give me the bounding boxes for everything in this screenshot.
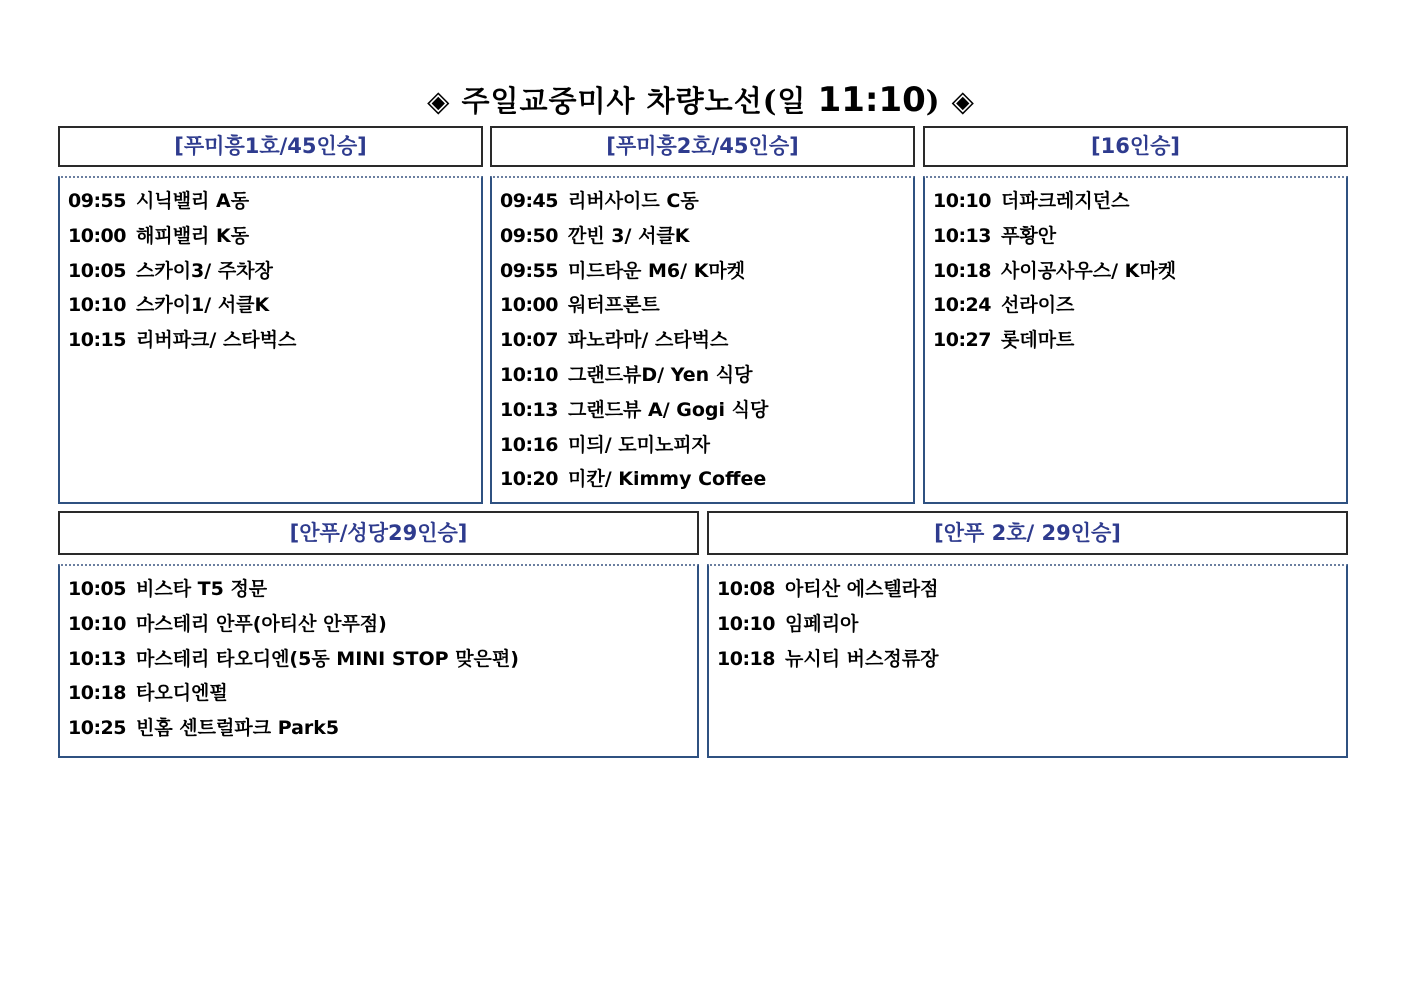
stop-time: 10:00: [500, 294, 558, 317]
route-stop: [500, 254, 913, 289]
stop-time: 10:27: [933, 329, 991, 352]
stop-place: 스카이3/ 주차장: [135, 259, 273, 282]
title-suffix: ) ◈: [925, 84, 975, 118]
stop-time: 10:24: [933, 294, 991, 317]
page-title: [0, 80, 1402, 120]
route-list-anphu-church: [58, 564, 699, 758]
stop-time: 10:13: [500, 398, 558, 421]
stop-place: 리버파크/ 스타벅스: [135, 329, 297, 352]
stop-place: 선라이즈: [1000, 294, 1075, 317]
route-stop: [68, 254, 481, 289]
route-stop: [933, 323, 1346, 358]
stop-time: 10:10: [717, 612, 775, 635]
route-stop: [717, 572, 1346, 607]
stop-place: 뉴시티 버스정류장: [784, 647, 939, 670]
stop-time: 10:07: [500, 329, 558, 352]
route-stop: [717, 607, 1346, 642]
route-stop: [68, 572, 697, 607]
section-header-label: [안푸/성당29인승]: [289, 521, 468, 545]
stop-time: 10:13: [68, 647, 126, 670]
stop-time: 10:00: [68, 224, 126, 247]
stop-place: 마스테리 안푸(아티산 안푸점): [135, 612, 387, 635]
stop-place: 스카이1/ 서클K: [135, 294, 270, 317]
route-stop: [500, 219, 913, 254]
route-stop: [500, 462, 913, 497]
section-header-pumihung-1: [58, 126, 483, 167]
route-stop: [68, 323, 481, 358]
route-stop: [500, 393, 913, 428]
section-header-16-seater: [923, 126, 1348, 167]
route-stop: [68, 219, 481, 254]
route-list-anphu-2: [707, 564, 1348, 758]
route-stop: [933, 219, 1346, 254]
route-stop: [500, 184, 913, 219]
stop-place: 푸황안: [1000, 224, 1057, 247]
stop-time: 09:45: [500, 190, 558, 212]
stop-place: 임페리아: [784, 612, 859, 635]
stop-time: 10:18: [933, 259, 991, 282]
title-prefix: ◈ 주일교중미사 차량노선(일: [427, 84, 807, 118]
route-stop: [500, 288, 913, 323]
stop-place: 사이공사우스/ K마켓: [1000, 259, 1177, 282]
stop-time: 10:13: [933, 224, 991, 247]
route-list-pumihung-1: [58, 176, 483, 504]
stop-time: 10:18: [717, 647, 775, 670]
stop-time: 10:25: [68, 717, 126, 740]
stop-time: 09:55: [68, 190, 126, 212]
route-stop: [68, 288, 481, 323]
stop-place: 해피밸리 K동: [135, 224, 250, 247]
route-stop: [500, 358, 913, 393]
section-header-pumihung-2: [490, 126, 915, 167]
route-stop: [717, 642, 1346, 677]
route-list-pumihung-2: [490, 176, 915, 504]
route-stop: [500, 323, 913, 358]
section-header-anphu-church: [58, 511, 699, 555]
stop-time: 09:50: [500, 224, 558, 247]
stop-place: 깐빈 3/ 서클K: [567, 224, 690, 247]
route-stop: [68, 711, 697, 746]
stop-time: 09:55: [500, 259, 558, 282]
stop-place: 시닉밸리 A동: [135, 190, 250, 212]
route-stop: [933, 254, 1346, 289]
route-stop: [933, 288, 1346, 323]
section-header-label: [안푸 2호/ 29인승]: [934, 521, 1121, 545]
stop-place: 워터프론트: [567, 294, 660, 317]
stop-time: 10:05: [68, 259, 126, 282]
stop-place: 미듸/ 도미노피자: [567, 433, 711, 456]
route-list-16-seater: [923, 176, 1348, 504]
stop-time: 10:16: [500, 433, 558, 456]
stop-time: 10:20: [500, 468, 558, 491]
route-stop: [68, 676, 697, 711]
stop-time: 10:05: [68, 578, 126, 600]
stop-place: 리버사이드 C동: [567, 190, 699, 212]
stop-place: 미칸/ Kimmy Coffee: [567, 468, 767, 491]
stop-place: 그랜드뷰 A/ Gogi 식당: [567, 398, 769, 421]
route-stop: [68, 607, 697, 642]
stop-place: 그랜드뷰D/ Yen 식당: [567, 363, 753, 386]
stop-place: 아티산 에스텔라점: [784, 578, 939, 600]
route-stop: [500, 428, 913, 463]
section-header-anphu-2: [707, 511, 1348, 555]
stop-time: 10:10: [500, 363, 558, 386]
stop-place: 타오디엔펄: [135, 682, 228, 705]
stop-time: 10:18: [68, 682, 126, 705]
stop-place: 마스테리 타오디엔(5동 MINI STOP 맞은편): [135, 647, 519, 670]
stop-time: 10:10: [933, 190, 991, 212]
stop-place: 파노라마/ 스타벅스: [567, 329, 729, 352]
section-header-label: [푸미흥2호/45인승]: [606, 134, 799, 158]
stop-time: 10:10: [68, 612, 126, 635]
stop-place: 빈홈 센트럴파크 Park5: [135, 717, 340, 740]
section-header-label: [푸미흥1호/45인승]: [174, 134, 367, 158]
title-time: 11:10: [817, 80, 926, 120]
stop-time: 10:08: [717, 578, 775, 600]
route-stop: [68, 642, 697, 677]
stop-time: 10:10: [68, 294, 126, 317]
route-stop: [933, 184, 1346, 219]
section-header-label: [16인승]: [1091, 134, 1180, 158]
stop-place: 더파크레지던스: [1000, 190, 1130, 212]
stop-time: 10:15: [68, 329, 126, 352]
stop-place: 롯데마트: [1000, 329, 1075, 352]
stop-place: 미드타운 M6/ K마켓: [567, 259, 746, 282]
stop-place: 비스타 T5 정문: [135, 578, 268, 600]
route-stop: [68, 184, 481, 219]
